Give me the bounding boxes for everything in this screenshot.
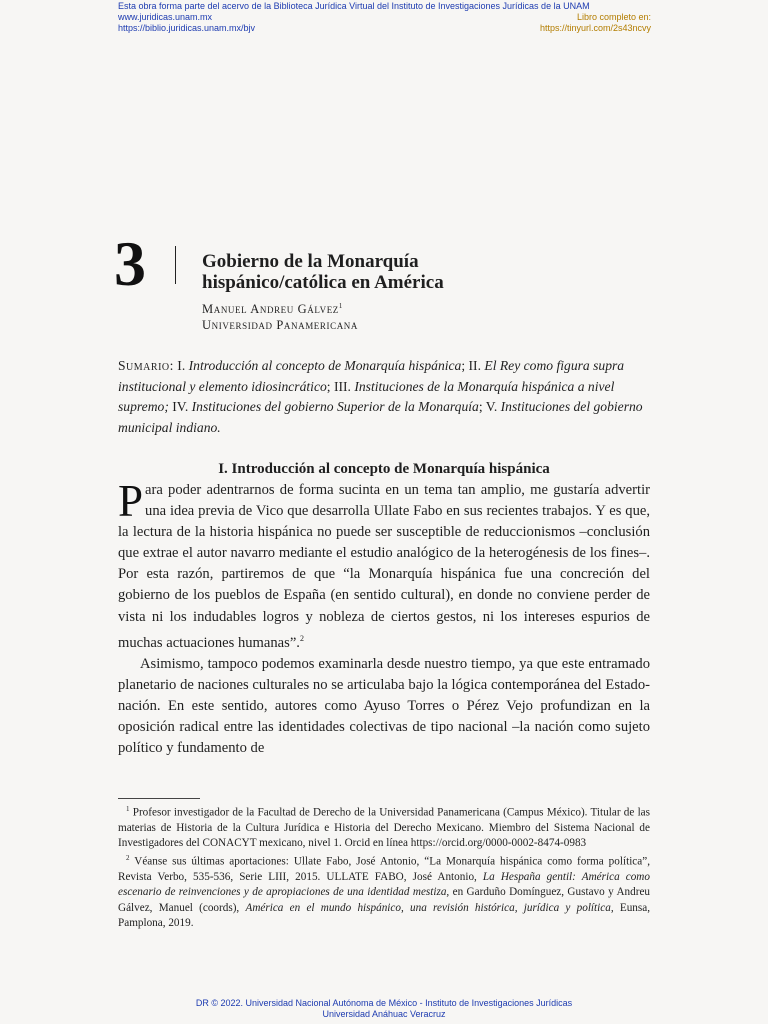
footnote-2-text-c: Eunsa, Pamplona, 2019. [118, 901, 651, 929]
full-book-link[interactable]: https://tinyurl.com/2s43ncvy [539, 23, 651, 33]
summary-num-3: ; III. [326, 378, 355, 394]
paragraph-1-text: ara poder adentrarnos de forma sucinta en un tema tan amplio, me gustaría advertir una idea previa de Vico que desarrolla Ullate Fabo en sus recientes trabajos. Y es que, la lectura de la historia hispánica no puede ser susceptible de reduccionismos –conclusión que extrae el autor navarro mediante el estudio analógico de la heterogénesis de los fines–. Por esta razón, partiremos de que “la Monarquía hispánica fue una concreción del gobierno de los pueblos de España (en sentido cultural), en donde no conviene perder de vista ni los indudables logros y nobleza de ciertos gestos, ni los intereses espurios de muchas actuaciones humanas”. [118, 482, 650, 651]
author [202, 298, 343, 317]
summary-num-4: IV. [168, 399, 192, 414]
footnote-1 [118, 802, 650, 851]
header-collection-notice: Esta obra forma parte del acervo de la Biblioteca Jurídica Virtual del Instituto de Investigaciones Jurídicas de la UNAM [118, 1, 590, 11]
summary-item-5: Instituciones del gobierno municipal indiano. [118, 399, 643, 435]
summary-item-1: Introducción al concepto de Monarquía hispánica [188, 358, 462, 373]
summary-item-4: Instituciones del gobierno Superior de la Monarquía [191, 399, 479, 414]
site-link[interactable]: www.juridicas.unam.mx [118, 12, 213, 22]
chapter-title-line1: Gobierno de la Monarquía [202, 251, 419, 272]
chapter-number: 3 [114, 228, 146, 299]
footer-university: Universidad Anáhuac Veracruz [322, 1009, 446, 1019]
paragraph-2: Asimismo, tampoco podemos examinarla desde nuestro tiempo, ya que este entramado planetario de naciones culturales no se articulaba bajo la lógica contemporánea del Estado-nación. En este sentido, autores como Ayuso Torres o Pérez Vejo profundizan en la oposición radical entre las identidades colectivas de tipo nacional –la nación como sujeto político y fundamento de [118, 655, 650, 756]
footnote-ref-2[interactable]: 2 [299, 633, 304, 643]
author-footnote-ref[interactable]: 1 [338, 302, 343, 310]
summary-label: Sumario: [118, 358, 174, 373]
footnotes [118, 802, 650, 931]
author-name: Manuel Andreu Gálvez [202, 302, 339, 317]
summary-num-1: I. [173, 358, 189, 373]
footnote-2-text-b: en Garduño Domínguez, Gustavo y Andreu Gálvez, Manuel (coords), [118, 886, 651, 914]
footnote-1-text: Profesor investigador de la Facultad de Derecho de la Universidad Panamericana (Campus México). Titular de las materias de Historia de la Cultura Jurídica e Historia del Derecho Mexicano. Miembro del Sistema Nacional de Investigadores del CONACYT mexicano, nivel 1. Orcid en línea https://orcid.org/0000-0002-8474-0983 [118, 806, 650, 850]
summary-num-5: ; V. [478, 399, 501, 414]
chapter-title-line2: hispánico/católica en América [202, 272, 444, 293]
full-book-label: Libro completo en: [576, 12, 651, 22]
footnote-2-number: 2 [126, 854, 130, 863]
footnote-2-text-a: Véanse sus últimas aportaciones: Ullate Fabo, José Antonio, “La Monarquía hispánica como forma política”, Revista Verbo, 535-536, Serie LIII, 2015. ULLATE FABO, José Antonio, [118, 856, 650, 884]
footnote-2 [118, 851, 650, 931]
body-text [118, 476, 650, 759]
footnote-2-title-1: La Hespaña gentil: América como escenario de reinvenciones y de apropiaciones de una identidad mestiza, [118, 871, 650, 899]
drop-cap: P [118, 476, 144, 526]
section-title: I. Introducción al concepto de Monarquía hispánica [218, 461, 550, 477]
chapter-title [202, 251, 562, 293]
summary-item-3: Instituciones de la Monarquía hispánica a nivel supremo; [118, 378, 615, 414]
institution: Universidad Panamericana [202, 318, 359, 332]
summary-item-2: El Rey como figura supra institucional y elemento idiosincrático [118, 358, 625, 394]
footer-copyright: DR © 2022. Universidad Nacional Autónoma de México - Instituto de Investigaciones Jurídicas [195, 998, 573, 1008]
summary-num-2: ; II. [461, 358, 485, 373]
bjv-link[interactable]: https://biblio.juridicas.unam.mx/bjv [118, 23, 256, 33]
summary [118, 356, 650, 438]
footnote-2-title-2: América en el mundo hispánico, una revisión histórica, jurídica y política, [245, 901, 614, 914]
footnote-rule [118, 798, 200, 799]
paragraph-1 [118, 476, 650, 654]
chapter-divider [175, 246, 176, 284]
footnote-1-number: 1 [126, 805, 130, 813]
